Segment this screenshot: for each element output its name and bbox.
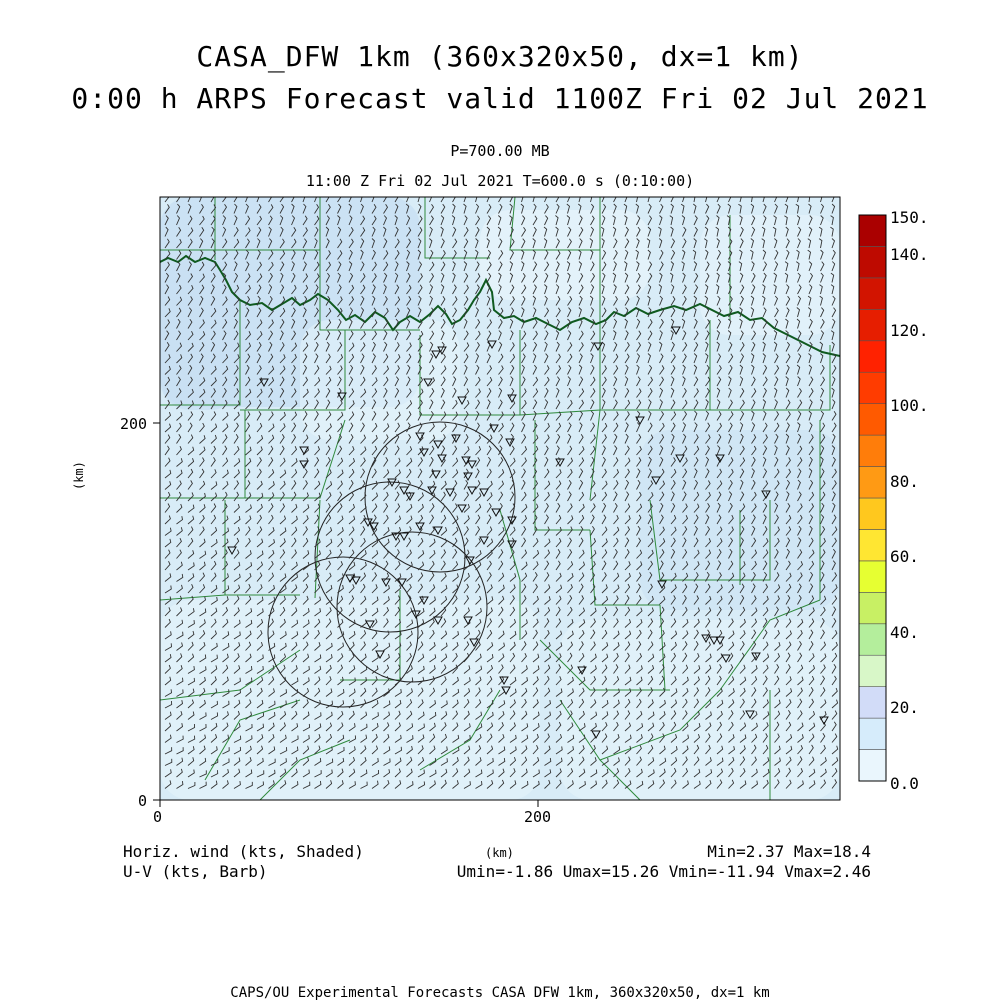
y-tick-0: 0 <box>138 792 148 810</box>
colorbar-bin <box>859 750 886 781</box>
y-axis-unit: (km) <box>72 461 86 490</box>
colorbar <box>859 215 886 781</box>
colorbar-bin <box>859 624 886 655</box>
map-title-line2: 0:00 h ARPS Forecast valid 1100Z Fri 02 Jul 2021 <box>71 82 929 115</box>
colorbar-label: 40. <box>890 623 919 642</box>
colorbar-bin <box>859 655 886 686</box>
colorbar-bin <box>859 341 886 372</box>
x-tick-200: 200 <box>524 808 552 826</box>
valid-time: 11:00 Z Fri 02 Jul 2021 T=600.0 s (0:10:00) <box>305 172 695 190</box>
legend-barb-field: U-V (kts, Barb) <box>123 862 268 881</box>
colorbar-label: 100. <box>890 396 929 415</box>
colorbar-label: 140. <box>890 245 929 264</box>
legend-uv-range: Umin=-1.86 Umax=15.26 Vmin=-11.94 Vmax=2.46 <box>456 862 871 881</box>
colorbar-label: 60. <box>890 547 919 566</box>
colorbar-label: 80. <box>890 472 919 491</box>
colorbar-label: 20. <box>890 698 919 717</box>
x-axis-unit: (km) <box>485 846 514 860</box>
colorbar-bin <box>859 435 886 466</box>
colorbar-bin <box>859 467 886 498</box>
pressure-level: P=700.00 MB <box>450 142 550 160</box>
colorbar-bin <box>859 687 886 718</box>
colorbar-label: 150. <box>890 208 929 227</box>
colorbar-bin <box>859 309 886 340</box>
colorbar-bin <box>859 246 886 277</box>
colorbar-bin <box>859 561 886 592</box>
colorbar-bin <box>859 278 886 309</box>
map-title-line1: CASA_DFW 1km (360x320x50, dx=1 km) <box>196 40 804 73</box>
legend-shaded-field: Horiz. wind (kts, Shaded) <box>123 842 364 861</box>
colorbar-label: 0.0 <box>890 774 919 793</box>
x-tick-0: 0 <box>153 808 163 826</box>
colorbar-bin <box>859 404 886 435</box>
colorbar-bin <box>859 529 886 560</box>
colorbar-bin <box>859 215 886 246</box>
colorbar-bin <box>859 718 886 749</box>
colorbar-bin <box>859 592 886 623</box>
footer-credit: CAPS/OU Experimental Forecasts CASA DFW 1km, 360x320x50, dx=1 km <box>230 985 770 1001</box>
shade-patch <box>700 215 840 335</box>
legend-min-max: Min=2.37 Max=18.4 <box>707 842 871 861</box>
shade-patch <box>480 210 650 300</box>
colorbar-label: 120. <box>890 321 929 340</box>
y-tick-200: 200 <box>120 415 148 433</box>
colorbar-bin <box>859 372 886 403</box>
colorbar-bin <box>859 498 886 529</box>
